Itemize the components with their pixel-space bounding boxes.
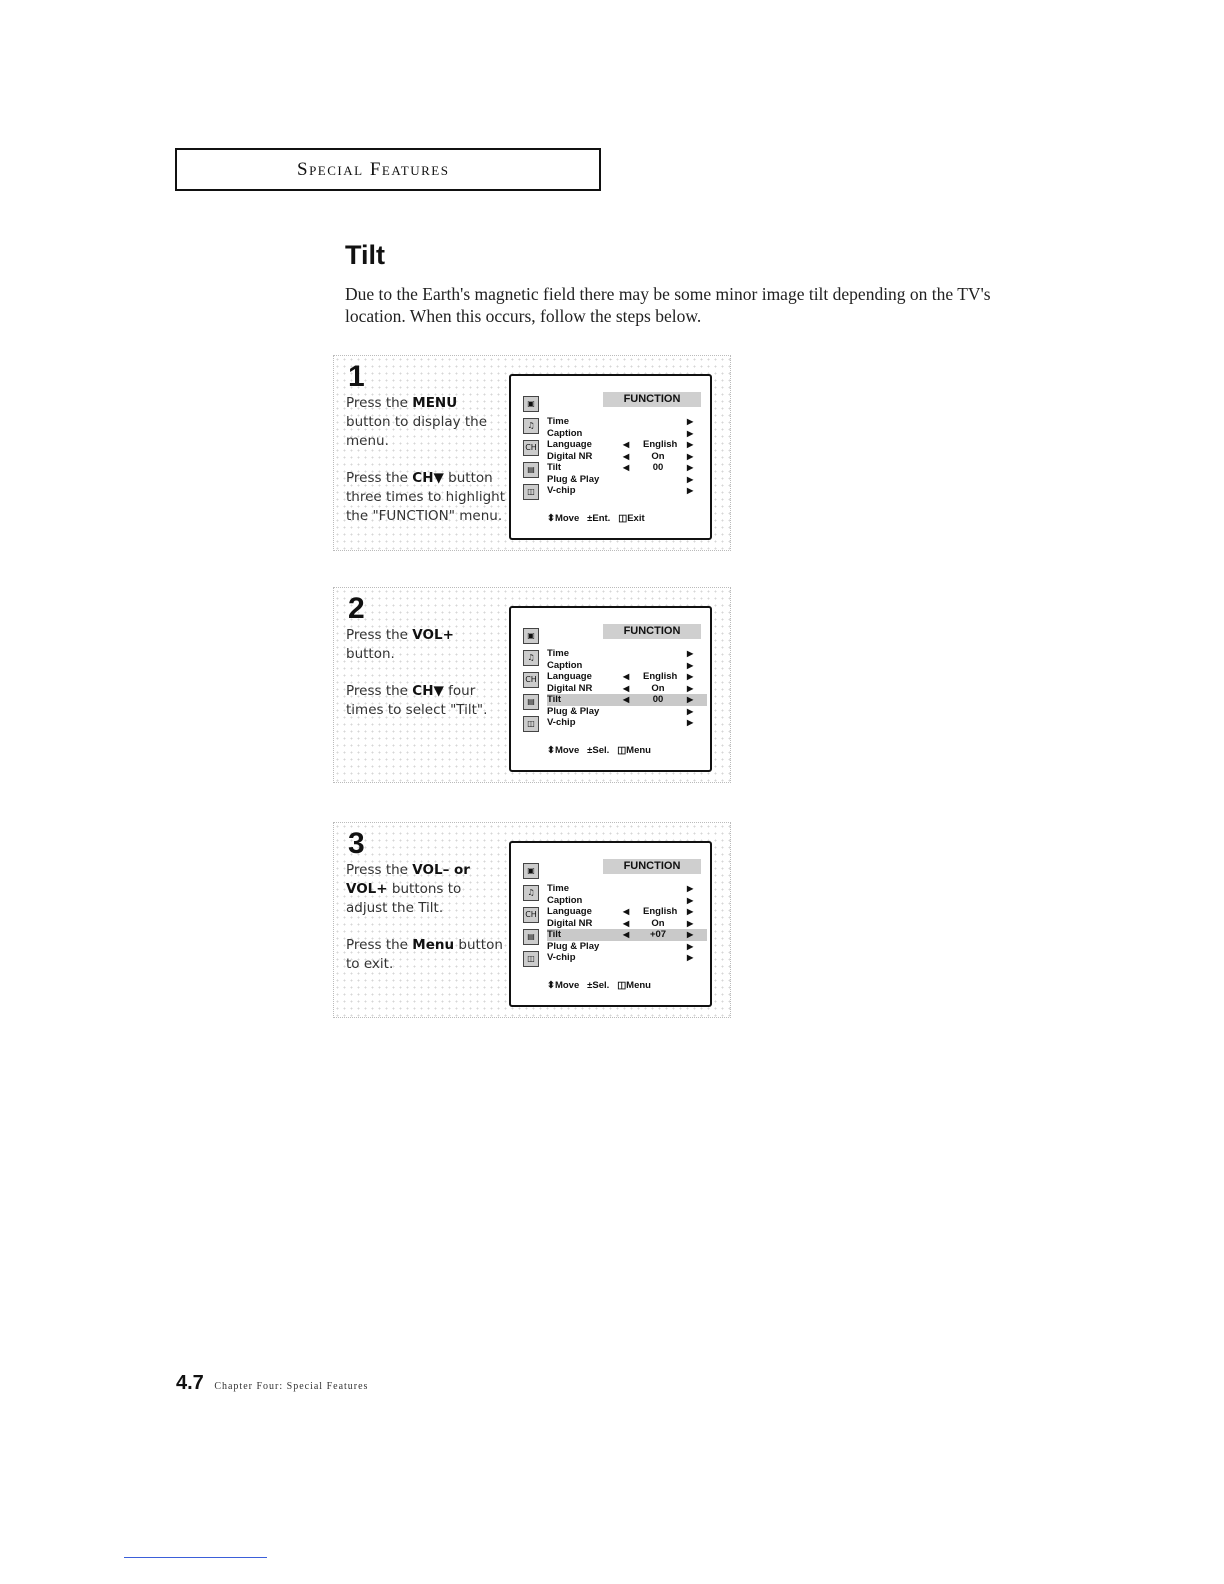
menu-item (547, 918, 707, 930)
menu-item-label: Tilt (547, 929, 562, 940)
menu-category-icon: ▣ (523, 396, 539, 412)
menu-title: FUNCTION (603, 859, 701, 874)
arrow-right-icon: ▶ (687, 907, 694, 916)
step-number: 1 (348, 360, 365, 393)
arrow-right-icon: ▶ (687, 451, 694, 461)
menu-item (547, 671, 707, 683)
menu-list (547, 416, 707, 497)
menu-item-label: Plug & Play (547, 940, 600, 952)
arrow-right-icon: ▶ (687, 428, 694, 438)
tv-menu-screen (509, 374, 712, 540)
menu-category-icon: CH (523, 440, 539, 456)
menu-item-value: 00 (652, 694, 664, 705)
menu-item (547, 683, 707, 695)
page-footer (176, 1372, 368, 1395)
page-title: Tilt (345, 240, 385, 270)
menu-item (547, 941, 707, 953)
arrow-right-icon: ▶ (687, 486, 694, 495)
arrow-right-icon: ▶ (687, 953, 694, 962)
menu-footer-hints: ⬍Move ±Ent. ◫Exit (547, 513, 645, 524)
arrow-right-icon: ▶ (687, 918, 694, 928)
menu-category-icon: ♫ (523, 418, 539, 434)
menu-item-label: V-chip (547, 485, 576, 496)
step-number: 3 (348, 827, 365, 860)
button-name: VOL+ (412, 627, 454, 643)
menu-item-label: Tilt (547, 694, 562, 705)
menu-item-label: Caption (547, 894, 583, 906)
menu-item-label: Digital NR (547, 450, 593, 462)
menu-item-value: On (651, 682, 665, 694)
menu-category-icon: ◫ (523, 951, 539, 967)
arrow-right-icon: ▶ (687, 695, 694, 704)
arrow-right-icon: ▶ (687, 672, 694, 681)
step-panel (333, 822, 731, 1018)
arrow-right-icon: ▶ (687, 930, 694, 939)
arrow-right-icon: ▶ (687, 649, 694, 658)
button-name: CH▼ (412, 683, 444, 699)
menu-item-label: V-chip (547, 717, 576, 728)
arrow-left-icon: ◀ (623, 918, 630, 928)
menu-category-icon: ▤ (523, 929, 539, 945)
menu-icon-column (523, 628, 539, 738)
arrow-right-icon: ▶ (687, 895, 694, 905)
menu-item-value: English (643, 671, 678, 682)
menu-category-icon: ▣ (523, 628, 539, 644)
divider (124, 1557, 267, 1558)
menu-item (547, 717, 707, 729)
menu-category-icon: ◫ (523, 484, 539, 500)
menu-item-label: Plug & Play (547, 473, 600, 485)
menu-item-label: Caption (547, 427, 583, 439)
menu-item (547, 929, 707, 941)
menu-item-label: V-chip (547, 952, 576, 963)
button-name: CH▼ (412, 470, 444, 486)
menu-item-value: +07 (649, 929, 667, 940)
menu-item-label: Digital NR (547, 917, 593, 929)
menu-footer-hints: ⬍Move ±Sel. ◫Menu (547, 745, 651, 756)
instruction-paragraph: Press the VOL+ button. (346, 627, 454, 662)
menu-item (547, 451, 707, 463)
arrow-right-icon: ▶ (687, 417, 694, 426)
menu-item (547, 462, 707, 474)
menu-footer-hints: ⬍Move ±Sel. ◫Menu (547, 980, 651, 991)
menu-item (547, 660, 707, 672)
menu-category-icon: CH (523, 907, 539, 923)
arrow-left-icon: ◀ (623, 695, 630, 704)
arrow-right-icon: ▶ (687, 463, 694, 472)
menu-item-value: English (643, 906, 678, 917)
menu-item-value: On (651, 450, 665, 462)
button-name: Menu (412, 937, 455, 953)
menu-category-icon: ▣ (523, 863, 539, 879)
menu-category-icon: ◫ (523, 716, 539, 732)
menu-item-label: Time (547, 883, 570, 894)
step-instructions (346, 861, 506, 992)
menu-list (547, 648, 707, 729)
section-header-label: Special Features (297, 158, 450, 180)
page-number: 4.7 (176, 1372, 204, 1394)
arrow-left-icon: ◀ (623, 907, 630, 916)
menu-item-value: 00 (652, 462, 664, 473)
arrow-right-icon: ▶ (687, 884, 694, 893)
menu-item (547, 485, 707, 497)
menu-item-label: Caption (547, 659, 583, 671)
menu-item (547, 706, 707, 718)
menu-item-value: On (651, 917, 665, 929)
arrow-right-icon: ▶ (687, 941, 694, 951)
step-number: 2 (348, 592, 365, 625)
menu-item-label: Language (547, 906, 592, 917)
instruction-paragraph: Press the CH▼ button three times to highlight the "FUNCTION" menu. (346, 470, 506, 524)
menu-item (547, 883, 707, 895)
menu-list (547, 883, 707, 964)
menu-icon-column (523, 396, 539, 506)
chapter-label: Chapter Four: Special Features (214, 1381, 369, 1392)
menu-item-label: Time (547, 648, 570, 659)
instruction-paragraph: Press the Menu button to exit. (346, 937, 503, 972)
menu-item-label: Language (547, 671, 592, 682)
arrow-left-icon: ◀ (623, 451, 630, 461)
arrow-right-icon: ▶ (687, 683, 694, 693)
arrow-left-icon: ◀ (623, 672, 630, 681)
menu-category-icon: ▤ (523, 694, 539, 710)
menu-item (547, 416, 707, 428)
step-panel (333, 587, 731, 783)
tv-menu-screen (509, 841, 712, 1007)
button-name: VOL– or VOL+ (346, 862, 470, 897)
arrow-right-icon: ▶ (687, 660, 694, 670)
menu-item (547, 906, 707, 918)
arrow-left-icon: ◀ (623, 463, 630, 472)
menu-category-icon: ▤ (523, 462, 539, 478)
menu-category-icon: CH (523, 672, 539, 688)
arrow-right-icon: ▶ (687, 440, 694, 449)
menu-item-label: Digital NR (547, 682, 593, 694)
menu-item (547, 648, 707, 660)
section-header (175, 148, 601, 191)
menu-item (547, 439, 707, 451)
arrow-left-icon: ◀ (623, 683, 630, 693)
menu-category-icon: ♫ (523, 650, 539, 666)
menu-item-value: English (643, 439, 678, 450)
menu-item-label: Language (547, 439, 592, 450)
step-panel (333, 355, 731, 551)
menu-title: FUNCTION (603, 392, 701, 407)
tv-menu-screen (509, 606, 712, 772)
instruction-paragraph: Press the MENU button to display the menu. (346, 395, 488, 449)
arrow-right-icon: ▶ (687, 706, 694, 716)
menu-item (547, 952, 707, 964)
menu-item (547, 474, 707, 486)
intro-paragraph: Due to the Earth's magnetic field there may be some minor image tilt depending on the TV's location. When this occurs, follow the steps below. (345, 284, 991, 326)
arrow-right-icon: ▶ (687, 474, 694, 484)
step-instructions (346, 626, 506, 738)
instruction-paragraph: Press the CH▼ four times to select "Tilt". (346, 683, 488, 718)
menu-item-label: Plug & Play (547, 705, 600, 717)
menu-item (547, 694, 707, 706)
instruction-paragraph: Press the VOL– or VOL+ buttons to adjust the Tilt. (346, 862, 470, 916)
button-name: MENU (412, 395, 458, 411)
arrow-left-icon: ◀ (623, 930, 630, 939)
menu-item-label: Tilt (547, 462, 562, 473)
step-instructions (346, 394, 506, 544)
arrow-right-icon: ▶ (687, 718, 694, 727)
menu-item-label: Time (547, 416, 570, 427)
menu-title: FUNCTION (603, 624, 701, 639)
menu-icon-column (523, 863, 539, 973)
menu-category-icon: ♫ (523, 885, 539, 901)
menu-item (547, 428, 707, 440)
menu-item (547, 895, 707, 907)
arrow-left-icon: ◀ (623, 440, 630, 449)
